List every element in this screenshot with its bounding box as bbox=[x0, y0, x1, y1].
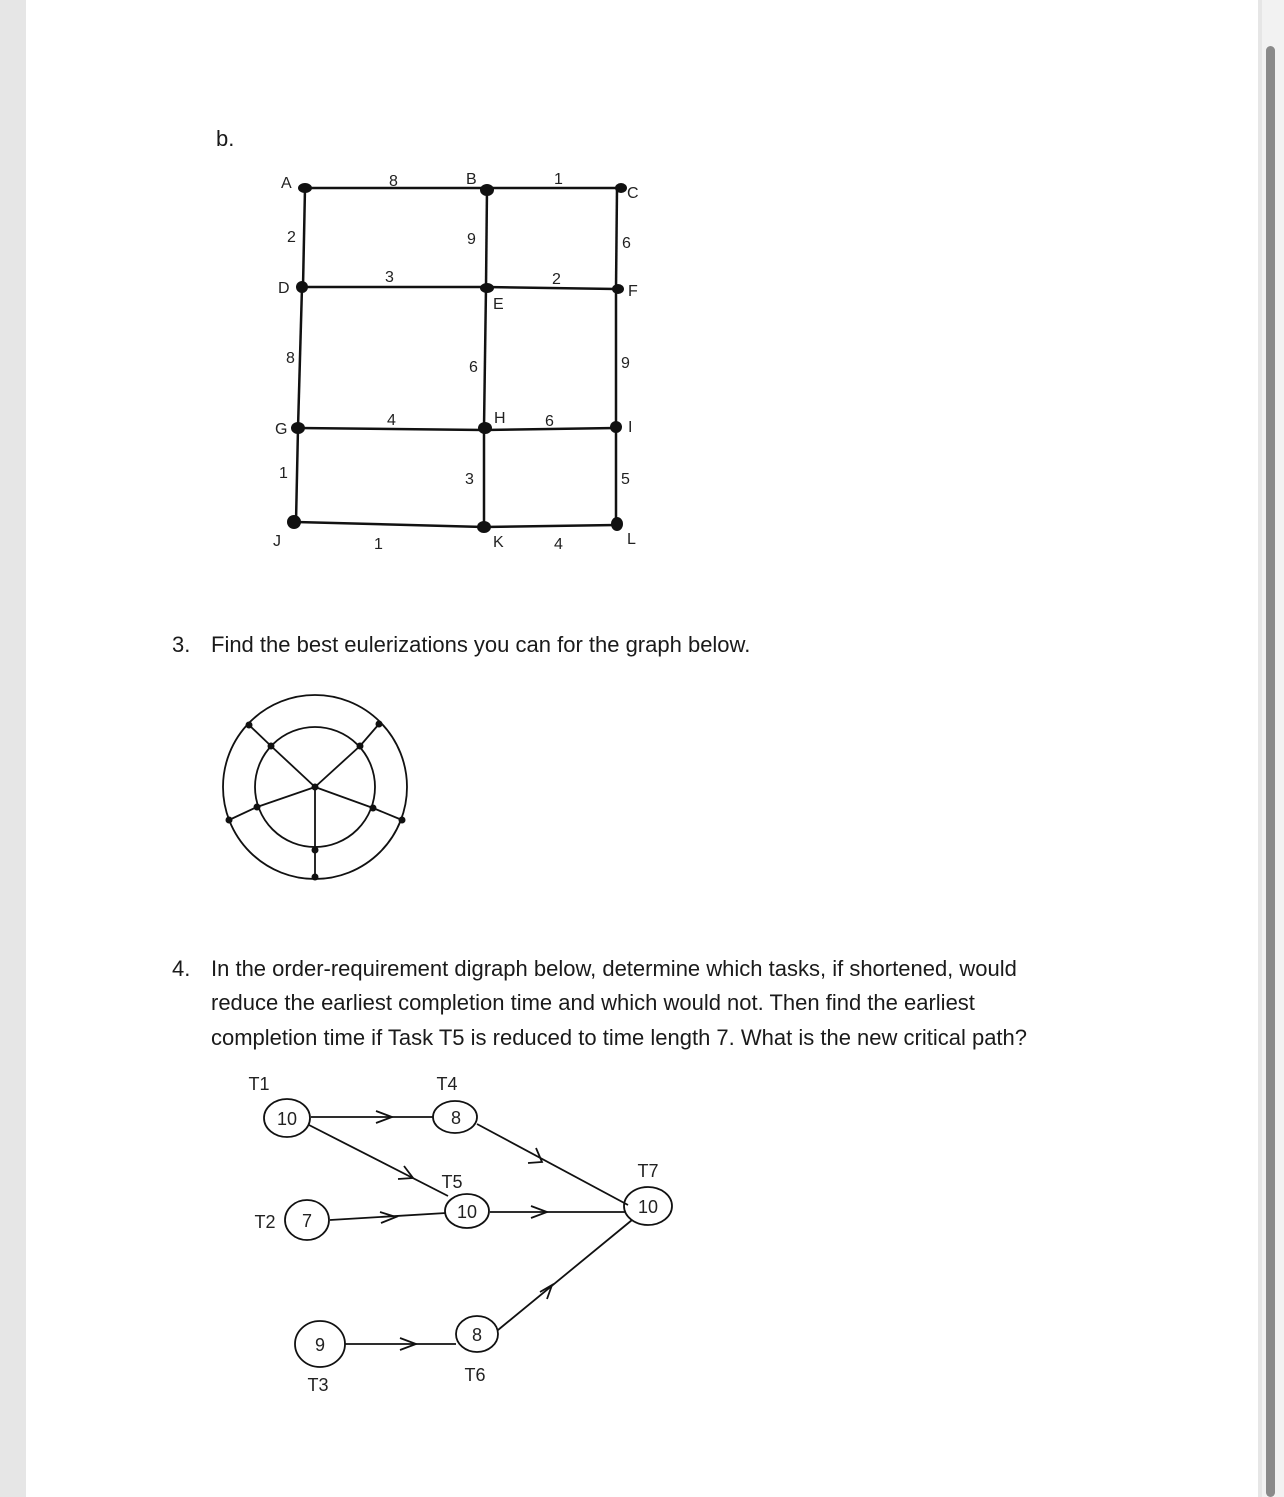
vertex-label-A: A bbox=[281, 175, 292, 192]
weight-H-I: 6 bbox=[545, 413, 554, 430]
vertex-label-E: E bbox=[493, 296, 504, 313]
weight-A-D: 2 bbox=[287, 229, 296, 246]
arc-T4-T7 bbox=[477, 1124, 628, 1205]
part-b-label: b. bbox=[216, 126, 235, 151]
task-name-T2: T2 bbox=[254, 1212, 276, 1232]
arc-T1-T5 bbox=[309, 1125, 448, 1196]
task-name-T4: T4 bbox=[436, 1074, 458, 1094]
task-time-T1: 10 bbox=[276, 1109, 298, 1129]
weight-E-H: 6 bbox=[469, 359, 478, 376]
vertex-label-K: K bbox=[493, 534, 504, 551]
weight-D-G: 8 bbox=[286, 350, 295, 367]
weight-B-C: 1 bbox=[554, 171, 563, 188]
weight-K-L: 4 bbox=[554, 536, 563, 553]
task-time-T2: 7 bbox=[301, 1211, 313, 1231]
vertex-label-F: F bbox=[628, 283, 638, 300]
question-4-line-2: reduce the earliest completion time and which would not. Then find the earliest bbox=[211, 990, 975, 1015]
weight-H-K: 3 bbox=[465, 471, 474, 488]
question-4-line-1: In the order-requirement digraph below, determine which tasks, if shortened, would bbox=[211, 956, 1017, 981]
vertex-label-G: G bbox=[275, 421, 288, 438]
weight-E-F: 2 bbox=[552, 271, 561, 288]
task-name-T3: T3 bbox=[307, 1375, 329, 1395]
weight-F-I: 9 bbox=[621, 355, 630, 372]
weight-I-L: 5 bbox=[621, 471, 630, 488]
task-time-T4: 8 bbox=[450, 1108, 462, 1128]
question-4-line-3: completion time if Task T5 is reduced to time length 7. What is the new critical path? bbox=[211, 1025, 1028, 1050]
weight-D-E: 3 bbox=[385, 269, 394, 286]
vertex-label-J: J bbox=[273, 533, 281, 550]
task-name-T7: T7 bbox=[637, 1161, 659, 1181]
task-name-T1: T1 bbox=[248, 1074, 270, 1094]
vertex-label-I: I bbox=[628, 419, 633, 436]
question-4-number: 4. bbox=[172, 956, 191, 981]
task-time-T7: 10 bbox=[637, 1197, 659, 1217]
weight-J-K: 1 bbox=[374, 536, 383, 553]
vertex-label-D: D bbox=[278, 280, 290, 297]
vertex-label-B: B bbox=[466, 171, 477, 188]
weight-B-E: 9 bbox=[467, 231, 476, 248]
weight-G-J: 1 bbox=[279, 465, 288, 482]
question-3-number: 3. bbox=[172, 632, 191, 657]
weight-G-H: 4 bbox=[387, 412, 396, 429]
task-name-T6: T6 bbox=[464, 1365, 486, 1385]
task-time-T5: 10 bbox=[456, 1202, 478, 1222]
question-3-text: Find the best eulerizations you can for the graph below. bbox=[211, 632, 751, 657]
weight-C-F: 6 bbox=[622, 235, 631, 252]
task-time-T6: 8 bbox=[471, 1325, 483, 1345]
arc-T6-T7 bbox=[498, 1220, 632, 1330]
task-name-T5: T5 bbox=[441, 1172, 463, 1192]
vertex-label-L: L bbox=[627, 531, 636, 548]
vertex-label-H: H bbox=[494, 410, 506, 427]
vertex-label-C: C bbox=[627, 185, 639, 202]
weight-A-B: 8 bbox=[389, 173, 398, 190]
task-time-T3: 9 bbox=[314, 1335, 326, 1355]
